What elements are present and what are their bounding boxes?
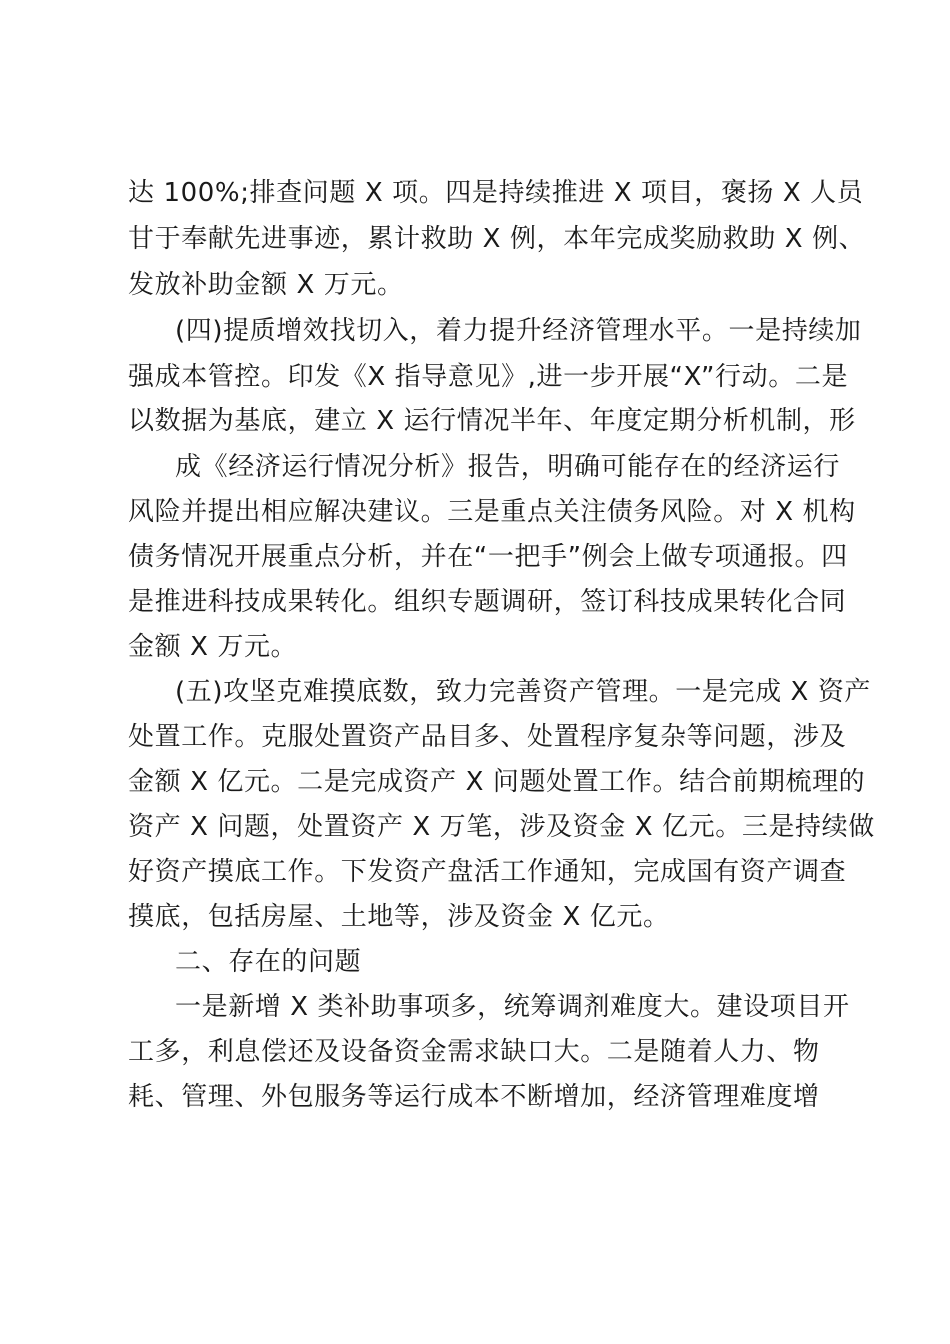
text-line: 以数据为基底，建立 X 运行情况半年、年度定期分析机制，形 [128,406,856,436]
text-line: 达 100%;排查问题 X 项。四是持续推进 X 项目，褒扬 X 人员 [128,178,864,208]
text-line: 耗、管理、外包服务等运行成本不断增加，经济管理难度增 [128,1082,820,1112]
text-line: 资产 X 问题，处置资产 X 万笔，涉及资金 X 亿元。三是持续做 [128,812,875,842]
text-line: 金额 X 万元。 [128,632,298,662]
text-line: 风险并提出相应解决建议。三是重点关注债务风险。对 X 机构 [128,497,856,527]
section-heading: 二、存在的问题 [175,947,362,977]
text-line: 是推进科技成果转化。组织专题调研，签订科技成果转化合同 [128,587,847,617]
text-line: 一是新增 X 类补助事项多，统筹调剂难度大。建设项目开 [175,992,850,1022]
text-line: 金额 X 亿元。二是完成资产 X 问题处置工作。结合前期梳理的 [128,767,866,797]
text-line: 发放补助金额 X 万元。 [128,270,404,300]
text-line: 工多，利息偿还及设备资金需求缺口大。二是随着人力、物 [128,1037,820,1067]
text-line: 成《经济运行情况分析》报告，明确可能存在的经济运行 [175,452,841,482]
text-line: 处置工作。克服处置资产品目多、处置程序复杂等问题，涉及 [128,722,847,752]
text-line: 甘于奉献先进事迹，累计救助 X 例，本年完成奖励救助 X 例、 [128,224,866,254]
text-line: (四)提质增效找切入，着力提升经济管理水平。一是持续加 [175,316,862,346]
text-line: 摸底，包括房屋、土地等，涉及资金 X 亿元。 [128,902,670,932]
text-line: 好资产摸底工作。下发资产盘活工作通知，完成国有资产调查 [128,857,847,887]
text-line: 强成本管控。印发《X 指导意见》,进一步开展“X”行动。二是 [128,362,849,392]
text-line: 债务情况开展重点分析，并在“一把手”例会上做专项通报。四 [128,542,848,572]
text-line: (五)攻坚克难摸底数，致力完善资产管理。一是完成 X 资产 [175,677,872,707]
